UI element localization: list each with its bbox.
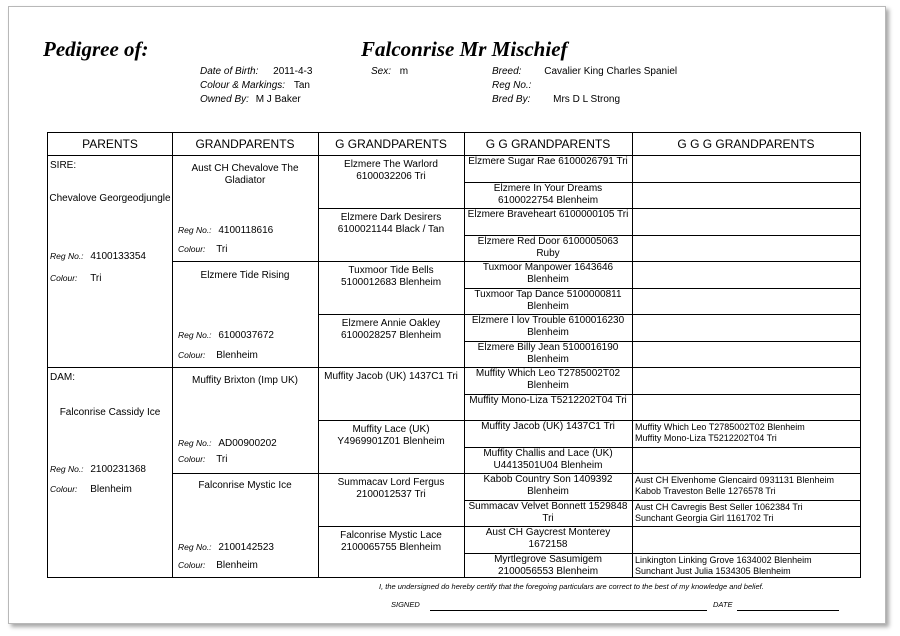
grandparent-name: Muffity Brixton (Imp UK) — [192, 375, 298, 386]
ggg-grandparent-line: Linkington Linking Grove 1634002 Blenheim — [635, 554, 812, 565]
date-label: DATE — [713, 600, 733, 609]
gg-grandparent-cell: Myrtlegrove Sasumigem 2100056553 Blenheim — [494, 553, 602, 577]
ggg-grandparent-line: Muffity Mono-Liza T5212202T04 Tri — [635, 433, 777, 443]
grandparent-name: Elzmere Tide Rising — [200, 270, 290, 281]
ggg-grandparent-line: Sunchant Georgia Girl 1161702 Tri — [635, 512, 774, 523]
gg-grandparent-cell: Elzmere Billy Jean 5100016190 Blenheim — [477, 341, 619, 365]
ggg-grandparent-cell — [632, 475, 860, 497]
gg-grandparent-cell: Kabob Country Son 1409392 Blenheim — [483, 474, 613, 497]
gg-grandparent-cell: Elzmere Red Door 6100005063 Ruby — [477, 235, 619, 259]
reg-label: Reg No.: — [492, 80, 532, 91]
ggg-grandparent-cell — [632, 422, 860, 444]
grandparent-colour: Colour: Tri — [178, 454, 228, 465]
owned-label: Owned By: — [200, 94, 249, 105]
dob-row — [200, 65, 312, 79]
sex-label: Sex: — [371, 66, 392, 77]
ggg-grandparent-line: Aust CH Elvenhome Glencaird 0931131 Blenheim — [635, 475, 834, 485]
gg-grandparent-cell: Elzmere I lov Trouble 6100016230 Blenheim — [471, 315, 625, 338]
col-header-parents: PARENTS — [82, 137, 138, 151]
grandparent-reg: Reg No.: 4100118616 — [178, 225, 274, 236]
sire-reg: Reg No.: 4100133354 — [50, 251, 146, 262]
grandparent-name: Aust CH Chevalove The Gladiator — [191, 163, 299, 186]
breeder-row — [492, 93, 620, 107]
breed-value: Cavalier King Charles Spaniel — [544, 66, 678, 77]
ggg-grandparent-cell — [632, 502, 860, 524]
g-grandparent-cell: Muffity Jacob (UK) 1437C1 Tri — [324, 371, 458, 382]
breeder-value: Mrs D L Strong — [553, 94, 621, 105]
gg-grandparent-cell: Tuxmoor Tap Dance 5100000811 Blenheim — [474, 288, 622, 312]
gg-grandparent-cell: Tuxmoor Manpower 1643646 Blenheim — [482, 262, 614, 285]
owner-row — [200, 93, 301, 107]
owner-value: M J Baker — [255, 94, 301, 105]
breed-label: Breed: — [492, 66, 522, 77]
grandparent-colour: Colour: Tri — [178, 244, 228, 255]
ggg-grandparent-line: Kabob Traveston Belle 1276578 Tri — [635, 486, 776, 496]
grandparent-name: Falconrise Mystic Ice — [198, 480, 292, 491]
column-divider — [172, 133, 173, 577]
dog-name-title: Falconrise Mr Mischief — [361, 37, 568, 61]
g-grandparent-cell: Elzmere The Warlord 6100032206 Tri — [344, 159, 438, 182]
row-divider — [48, 367, 860, 368]
gg-grandparent-cell: Summacav Velvet Bonnett 1529848 Tri — [468, 500, 628, 524]
g-grandparent-cell: Tuxmoor Tide Bells 5100012683 Blenheim — [340, 265, 442, 288]
grandparent-colour: Colour: Blenheim — [178, 560, 258, 571]
gg-grandparent-cell: Muffity Mono-Liza T5212202T04 Tri — [469, 394, 627, 406]
gg-grandparent-cell: Muffity Jacob (UK) 1437C1 Tri — [481, 421, 615, 432]
dam-name: Falconrise Cassidy Ice — [59, 407, 161, 418]
sex-value: m — [399, 66, 409, 77]
dam-colour: Colour: Blenheim — [50, 484, 132, 495]
gg-grandparent-cell: Elzmere Braveheart 6100000105 Tri — [467, 209, 629, 220]
g-grandparent-cell: Muffity Lace (UK) Y4969901Z01 Blenheim — [337, 424, 445, 447]
grandparent-reg: Reg No.: 6100037672 — [178, 330, 274, 341]
gg-grandparent-cell: Muffity Which Leo T2785002T02 Blenheim — [475, 368, 621, 391]
signature-line — [430, 610, 707, 611]
col-header-ggg-grandparents: G G G GRANDPARENTS — [677, 137, 815, 151]
date-line — [737, 610, 839, 611]
col-header-gg-grandparents: G G GRANDPARENTS — [485, 137, 611, 151]
dob-value: 2011-4-3 — [273, 66, 313, 77]
ggg-grandparent-cell — [632, 555, 860, 577]
ggg-grandparent-line: Sunchant Just Julia 1534305 Blenheim — [635, 565, 791, 576]
pedigree-page — [8, 6, 886, 624]
g-grandparent-cell: Falconrise Mystic Lace 2100065755 Blenheim — [340, 530, 442, 553]
colour-value: Tan — [293, 80, 310, 91]
sire-name: Chevalove Georgeodjungle — [49, 193, 171, 204]
ggg-grandparent-line: Aust CH Cavregis Best Seller 1062384 Tri — [635, 501, 803, 512]
pedigree-table — [47, 132, 861, 578]
g-grandparent-cell: Elzmere Dark Desirers 6100021144 Black / Tan — [337, 212, 445, 235]
dob-label: Date of Birth: — [200, 66, 259, 77]
bredby-label: Bred By: — [492, 94, 531, 105]
grandparent-reg: Reg No.: 2100142523 — [178, 542, 274, 553]
breed-row — [492, 65, 677, 79]
column-divider — [318, 133, 319, 577]
g-grandparent-cell: Summacav Lord Fergus 2100012537 Tri — [337, 477, 445, 500]
sex-row — [371, 65, 408, 79]
certification-text: I, the undersigned do hereby certify that the foregoing particulars are correct to the best of my knowledge and belief. — [379, 582, 764, 591]
header-divider — [48, 155, 860, 156]
grandparent-colour: Colour: Blenheim — [178, 350, 258, 361]
grandparent-reg: Reg No.: AD00900202 — [178, 438, 277, 449]
sire-label: SIRE: — [50, 160, 77, 171]
ggg-grandparent-line: Muffity Which Leo T2785002T02 Blenheim — [635, 422, 805, 432]
dam-label: DAM: — [50, 372, 75, 383]
dam-reg: Reg No.: 2100231368 — [50, 464, 146, 475]
reg-row — [492, 79, 537, 93]
gg-grandparent-cell: Elzmere In Your Dreams 6100022754 Blenheim — [493, 182, 603, 206]
col-header-grandparents: GRANDPARENTS — [195, 137, 295, 151]
g-grandparent-cell: Elzmere Annie Oakley 6100028257 Blenheim — [340, 318, 442, 341]
sire-colour: Colour: Tri — [50, 273, 102, 284]
colour-label: Colour & Markings: — [200, 80, 286, 91]
pedigree-of-title: Pedigree of: — [43, 37, 149, 61]
signed-label: SIGNED — [391, 600, 420, 609]
gg-grandparent-cell: Aust CH Gaycrest Monterey 1672158 — [485, 527, 611, 550]
colour-row — [200, 79, 310, 93]
gg-grandparent-cell: Elzmere Sugar Rae 6100026791 Tri — [468, 156, 628, 167]
gg-grandparent-cell: Muffity Challis and Lace (UK) U4413501U04 Blenheim — [483, 447, 613, 471]
col-header-g-grandparents: G GRANDPARENTS — [335, 137, 447, 151]
